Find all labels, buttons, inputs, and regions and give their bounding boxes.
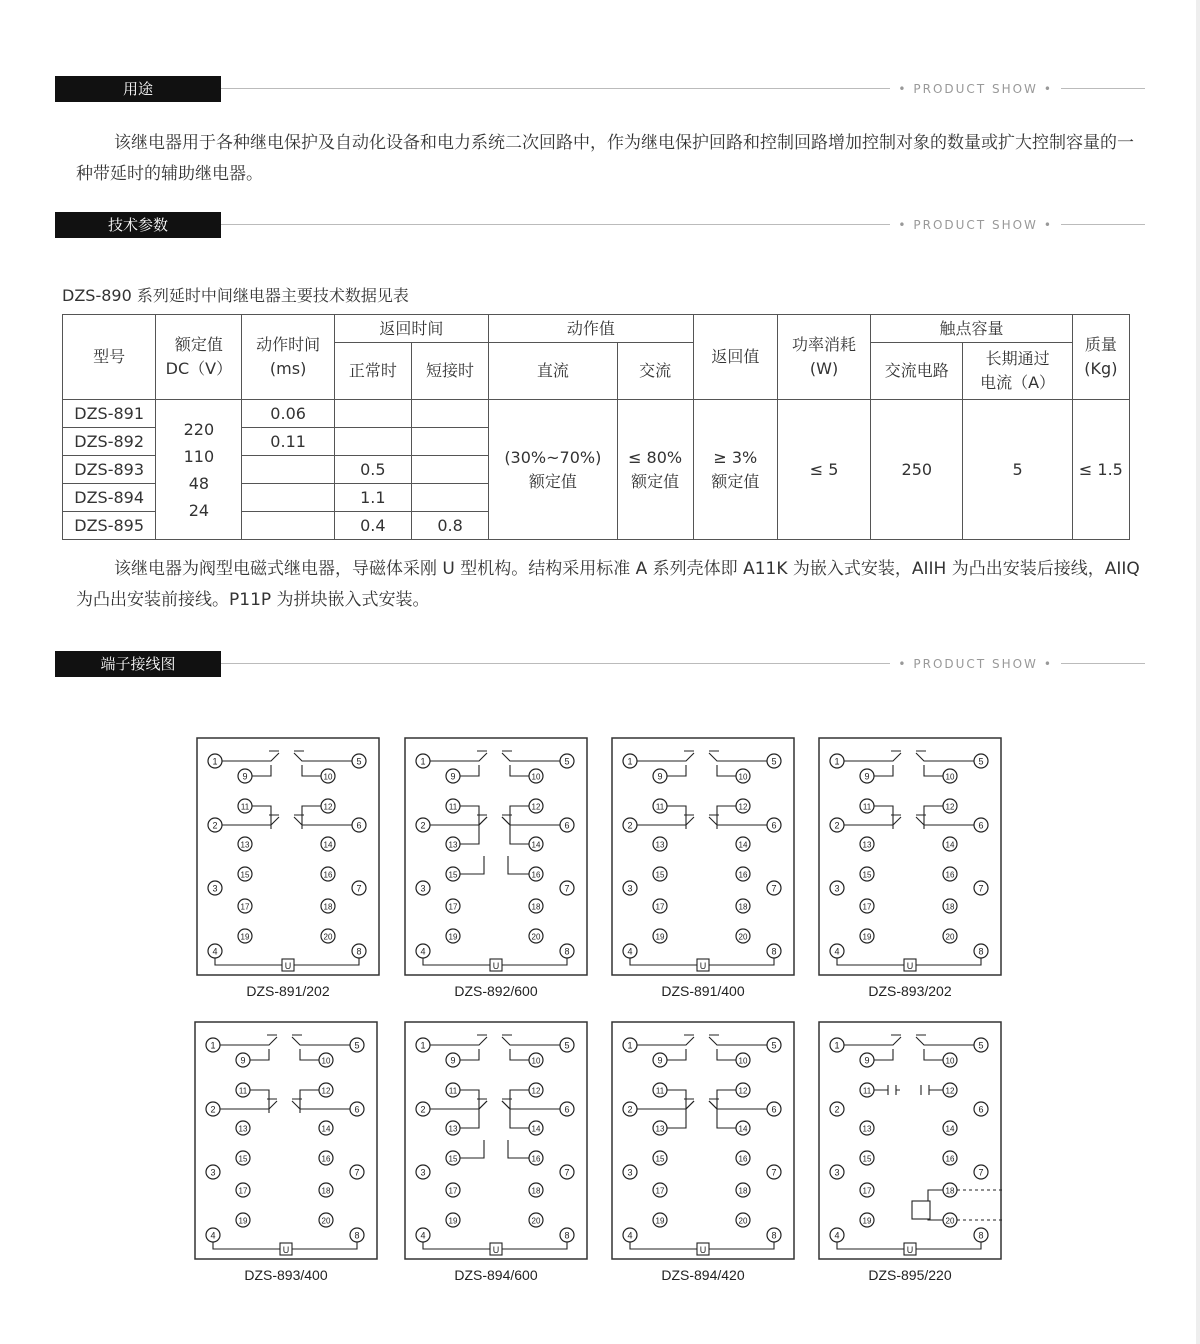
op-time-cell (242, 484, 334, 512)
section-header-specs (55, 212, 1145, 238)
wiring-diagram (404, 1021, 588, 1283)
diagram-label: DZS-893/202 (868, 983, 952, 999)
terminal-diagram (818, 737, 1002, 977)
diagram-frame (819, 1022, 1001, 1259)
terminal-diagram (194, 1021, 378, 1261)
coil-label: U (699, 1245, 707, 1255)
terminal-number: 3 (210, 1167, 216, 1178)
terminal-number: 14 (945, 1124, 955, 1134)
terminal-number: 7 (771, 883, 777, 894)
terminal-number: 5 (978, 1040, 984, 1051)
op-time-cell: 0.11 (242, 428, 334, 456)
terminal-number: 2 (212, 820, 218, 831)
terminal-number: 8 (978, 1230, 984, 1241)
header-op-value: 动作值 (489, 315, 694, 343)
terminal-number: 18 (531, 902, 541, 912)
terminal-number: 3 (420, 1167, 426, 1178)
terminal-number: 10 (738, 1056, 748, 1066)
terminal-number: 11 (448, 802, 458, 812)
section-tag: • PRODUCT SHOW • (890, 216, 1061, 234)
model-cell: DZS-893 (63, 456, 156, 484)
terminal-number: 9 (450, 771, 456, 782)
dc-cell: (30%~70%) 额定值 (489, 400, 617, 540)
diagram-label: DZS-891/400 (661, 983, 745, 999)
header-power: 功率消耗 (W) (777, 315, 870, 400)
terminal-number: 6 (354, 1104, 360, 1115)
diagram-frame (405, 738, 587, 975)
wiring-diagram (611, 737, 795, 999)
terminal-number: 2 (834, 1104, 840, 1115)
terminal-number: 12 (321, 1086, 331, 1096)
terminal-number: 6 (564, 1104, 570, 1115)
terminal-number: 6 (978, 820, 984, 831)
coil-label: U (284, 961, 292, 971)
terminal-number: 15 (862, 1154, 872, 1164)
diagram-frame (819, 738, 1001, 975)
terminal-number: 13 (238, 1124, 248, 1134)
ret-normal-cell: 0.4 (334, 512, 411, 540)
terminal-number: 19 (862, 1216, 872, 1226)
terminal-number: 20 (945, 1216, 955, 1226)
coil-label: U (699, 961, 707, 971)
header-ac: 交流 (617, 343, 693, 400)
terminal-number: 15 (655, 1154, 665, 1164)
ret-normal-cell: 1.1 (334, 484, 411, 512)
terminal-number: 17 (240, 902, 250, 912)
ac-cell: ≤ 80% 额定值 (617, 400, 693, 540)
terminal-number: 10 (945, 772, 955, 782)
terminal-number: 8 (564, 946, 570, 957)
terminal-number: 9 (240, 1055, 246, 1066)
terminal-number: 15 (448, 1154, 458, 1164)
terminal-number: 12 (738, 802, 748, 812)
header-dc: 直流 (489, 343, 617, 400)
terminal-number: 9 (657, 1055, 663, 1066)
section-tag: • PRODUCT SHOW • (890, 80, 1061, 98)
terminal-number: 19 (862, 932, 872, 942)
terminal-diagram (196, 737, 380, 977)
terminal-number: 10 (321, 1056, 331, 1066)
terminal-number: 6 (771, 820, 777, 831)
terminal-number: 18 (945, 902, 955, 912)
terminal-number: 6 (356, 820, 362, 831)
terminal-number: 3 (627, 1167, 633, 1178)
return-cell: ≥ 3% 额定值 (693, 400, 777, 540)
terminal-number: 16 (738, 1154, 748, 1164)
wiring-diagram (404, 737, 588, 999)
terminal-number: 8 (771, 1230, 777, 1241)
terminal-number: 16 (945, 1154, 955, 1164)
diagram-label: DZS-894/600 (454, 1267, 538, 1283)
model-cell: DZS-894 (63, 484, 156, 512)
terminal-number: 1 (420, 1040, 426, 1051)
terminal-number: 7 (978, 883, 984, 894)
section-title: 用途 (55, 76, 221, 102)
terminal-number: 6 (564, 820, 570, 831)
terminal-number: 4 (420, 1230, 426, 1241)
terminal-number: 8 (564, 1230, 570, 1241)
spec-table (62, 314, 1130, 540)
terminal-number: 1 (834, 1040, 840, 1051)
terminal-number: 9 (657, 771, 663, 782)
terminal-number: 14 (531, 1124, 541, 1134)
terminal-number: 14 (323, 840, 333, 850)
ret-short-cell (411, 484, 488, 512)
terminal-number: 14 (738, 840, 748, 850)
terminal-diagram (611, 737, 795, 977)
long-current-cell: 5 (963, 400, 1072, 540)
header-return-value: 返回值 (693, 315, 777, 400)
terminal-diagram (818, 1021, 1002, 1261)
op-time-cell (242, 512, 334, 540)
terminal-number: 11 (862, 1086, 872, 1096)
header-ac-circuit: 交流电路 (871, 343, 963, 400)
terminal-number: 16 (531, 870, 541, 880)
model-cell: DZS-891 (63, 400, 156, 428)
terminal-number: 11 (238, 1086, 248, 1096)
terminal-number: 5 (356, 756, 362, 767)
terminal-number: 4 (210, 1230, 216, 1241)
wiring-diagram (611, 1021, 795, 1283)
terminal-number: 8 (354, 1230, 360, 1241)
terminal-number: 1 (834, 756, 840, 767)
terminal-number: 5 (771, 756, 777, 767)
terminal-number: 18 (738, 1186, 748, 1196)
header-normal: 正常时 (334, 343, 411, 400)
op-time-cell (242, 456, 334, 484)
ret-short-cell (411, 400, 488, 428)
terminal-number: 4 (627, 1230, 633, 1241)
terminal-number: 14 (321, 1124, 331, 1134)
terminal-number: 7 (771, 1167, 777, 1178)
power-cell: ≤ 5 (777, 400, 870, 540)
header-mass: 质量 (Kg) (1072, 315, 1129, 400)
diagram-frame (195, 1022, 377, 1259)
terminal-number: 3 (212, 883, 218, 894)
terminal-number: 12 (945, 802, 955, 812)
terminal-number: 15 (448, 870, 458, 880)
section-title: 技术参数 (55, 212, 221, 238)
wiring-diagram (194, 1021, 378, 1283)
terminal-number: 1 (212, 756, 218, 767)
wiring-diagram (818, 1021, 1002, 1283)
diagram-frame (612, 738, 794, 975)
terminal-number: 20 (323, 932, 333, 942)
terminal-number: 17 (238, 1186, 248, 1196)
terminal-number: 11 (448, 1086, 458, 1096)
terminal-number: 9 (450, 1055, 456, 1066)
terminal-number: 20 (738, 932, 748, 942)
terminal-number: 12 (945, 1086, 955, 1096)
usage-paragraph: 该继电器用于各种继电保护及自动化设备和电力系统二次回路中，作为继电保护回路和控制回路增加控制对象的数量或扩大控制容量的一种带延时的辅助继电器。 (76, 133, 1134, 184)
coil-symbol (912, 1201, 930, 1219)
terminal-number: 16 (945, 870, 955, 880)
op-time-cell: 0.06 (242, 400, 334, 428)
coil-label: U (492, 1245, 500, 1255)
terminal-number: 1 (627, 756, 633, 767)
header-return-time: 返回时间 (334, 315, 488, 343)
terminal-number: 12 (531, 1086, 541, 1096)
terminal-number: 19 (448, 1216, 458, 1226)
terminal-number: 15 (655, 870, 665, 880)
model-cell: DZS-895 (63, 512, 156, 540)
terminal-diagram (404, 737, 588, 977)
terminal-number: 15 (240, 870, 250, 880)
terminal-number: 5 (354, 1040, 360, 1051)
terminal-number: 17 (448, 1186, 458, 1196)
header-contact: 触点容量 (871, 315, 1073, 343)
header-rated: 额定值 DC（V） (156, 315, 242, 400)
terminal-number: 7 (356, 883, 362, 894)
terminal-number: 4 (420, 946, 426, 957)
header-long-current: 长期通过 电流（A） (963, 343, 1072, 400)
terminal-number: 2 (834, 820, 840, 831)
ret-normal-cell (334, 400, 411, 428)
section-header-usage (55, 76, 1145, 102)
terminal-number: 18 (321, 1186, 331, 1196)
terminal-number: 9 (242, 771, 248, 782)
terminal-number: 20 (531, 932, 541, 942)
ret-short-cell (411, 428, 488, 456)
ac-circuit-cell: 250 (871, 400, 963, 540)
terminal-number: 11 (240, 802, 250, 812)
terminal-number: 16 (323, 870, 333, 880)
terminal-number: 8 (978, 946, 984, 957)
terminal-number: 16 (531, 1154, 541, 1164)
terminal-number: 17 (655, 1186, 665, 1196)
terminal-number: 3 (627, 883, 633, 894)
coil-label: U (906, 961, 914, 971)
terminal-number: 4 (834, 946, 840, 957)
terminal-number: 7 (978, 1167, 984, 1178)
terminal-number: 1 (210, 1040, 216, 1051)
terminal-number: 4 (627, 946, 633, 957)
terminal-number: 13 (862, 1124, 872, 1134)
section-tag: • PRODUCT SHOW • (890, 655, 1061, 673)
terminal-number: 10 (531, 1056, 541, 1066)
terminal-number: 14 (531, 840, 541, 850)
terminal-number: 5 (564, 1040, 570, 1051)
terminal-number: 3 (834, 1167, 840, 1178)
terminal-number: 17 (448, 902, 458, 912)
terminal-number: 14 (945, 840, 955, 850)
model-cell: DZS-892 (63, 428, 156, 456)
terminal-number: 11 (862, 802, 872, 812)
terminal-number: 9 (864, 1055, 870, 1066)
terminal-number: 16 (738, 870, 748, 880)
terminal-number: 13 (862, 840, 872, 850)
terminal-number: 19 (240, 932, 250, 942)
wiring-diagram (818, 737, 1002, 999)
terminal-number: 13 (655, 1124, 665, 1134)
terminal-number: 4 (834, 1230, 840, 1241)
terminal-number: 16 (321, 1154, 331, 1164)
terminal-number: 17 (862, 902, 872, 912)
section-title: 端子接线图 (55, 651, 221, 677)
coil-label: U (906, 1245, 914, 1255)
terminal-number: 12 (323, 802, 333, 812)
terminal-number: 13 (448, 1124, 458, 1134)
diagram-frame (405, 1022, 587, 1259)
coil-label: U (492, 961, 500, 971)
terminal-number: 18 (945, 1186, 955, 1196)
terminal-number: 2 (627, 820, 633, 831)
terminal-number: 2 (420, 820, 426, 831)
terminal-number: 19 (655, 932, 665, 942)
terminal-number: 15 (238, 1154, 248, 1164)
right-border (1196, 0, 1200, 1344)
header-model: 型号 (63, 315, 156, 400)
terminal-number: 19 (448, 932, 458, 942)
header-short: 短接时 (411, 343, 488, 400)
terminal-number: 13 (240, 840, 250, 850)
terminal-number: 13 (655, 840, 665, 850)
terminal-number: 8 (356, 946, 362, 957)
terminal-diagram (611, 1021, 795, 1261)
coil-label: U (282, 1245, 290, 1255)
terminal-number: 9 (864, 771, 870, 782)
terminal-number: 2 (627, 1104, 633, 1115)
rated-cell: 220 110 48 24 (156, 400, 242, 540)
terminal-number: 10 (945, 1056, 955, 1066)
terminal-number: 5 (771, 1040, 777, 1051)
terminal-number: 2 (210, 1104, 216, 1115)
terminal-number: 17 (655, 902, 665, 912)
diagram-label: DZS-895/220 (868, 1267, 952, 1283)
terminal-number: 20 (321, 1216, 331, 1226)
terminal-number: 1 (627, 1040, 633, 1051)
diagram-label: DZS-891/202 (246, 983, 330, 999)
terminal-diagram (404, 1021, 588, 1261)
terminal-number: 12 (738, 1086, 748, 1096)
diagram-frame (612, 1022, 794, 1259)
header-op-time: 动作时间 (ms) (242, 315, 334, 400)
ret-normal-cell: 0.5 (334, 456, 411, 484)
terminal-number: 7 (354, 1167, 360, 1178)
terminal-number: 6 (978, 1104, 984, 1115)
terminal-number: 1 (420, 756, 426, 767)
section-header-wiring (55, 651, 1145, 677)
terminal-number: 7 (564, 1167, 570, 1178)
wiring-diagram (196, 737, 380, 999)
terminal-number: 19 (655, 1216, 665, 1226)
terminal-number: 18 (531, 1186, 541, 1196)
terminal-number: 11 (655, 1086, 665, 1096)
diagram-frame (197, 738, 379, 975)
terminal-number: 20 (945, 932, 955, 942)
terminal-number: 8 (771, 946, 777, 957)
terminal-number: 10 (738, 772, 748, 782)
terminal-number: 19 (238, 1216, 248, 1226)
ret-normal-cell (334, 428, 411, 456)
terminal-number: 3 (834, 883, 840, 894)
ret-short-cell: 0.8 (411, 512, 488, 540)
terminal-number: 11 (655, 802, 665, 812)
structure-paragraph: 该继电器为阀型电磁式继电器，导磁体采刚 U 型机构。结构采用标准 A 系列壳体即 A11K 为嵌入式安装，AIIH 为凸出安装后接线，AIIQ 为凸出安装前接线。P11P 为拼块嵌入式安装。 (76, 559, 1140, 610)
diagram-label: DZS-892/600 (454, 983, 538, 999)
terminal-number: 12 (531, 802, 541, 812)
terminal-number: 17 (862, 1186, 872, 1196)
diagram-label: DZS-893/400 (244, 1267, 328, 1283)
terminal-number: 10 (323, 772, 333, 782)
terminal-number: 3 (420, 883, 426, 894)
terminal-number: 14 (738, 1124, 748, 1134)
terminal-number: 5 (978, 756, 984, 767)
terminal-number: 5 (564, 756, 570, 767)
table-caption: DZS-890 系列延时中间继电器主要技术数据见表 (62, 286, 409, 305)
terminal-number: 6 (771, 1104, 777, 1115)
terminal-number: 10 (531, 772, 541, 782)
diagram-label: DZS-894/420 (661, 1267, 745, 1283)
ret-short-cell (411, 456, 488, 484)
terminal-number: 20 (531, 1216, 541, 1226)
terminal-number: 13 (448, 840, 458, 850)
terminal-number: 18 (738, 902, 748, 912)
mass-cell: ≤ 1.5 (1072, 400, 1129, 540)
terminal-number: 4 (212, 946, 218, 957)
terminal-number: 7 (564, 883, 570, 894)
terminal-number: 20 (738, 1216, 748, 1226)
terminal-number: 2 (420, 1104, 426, 1115)
terminal-number: 18 (323, 902, 333, 912)
terminal-number: 15 (862, 870, 872, 880)
